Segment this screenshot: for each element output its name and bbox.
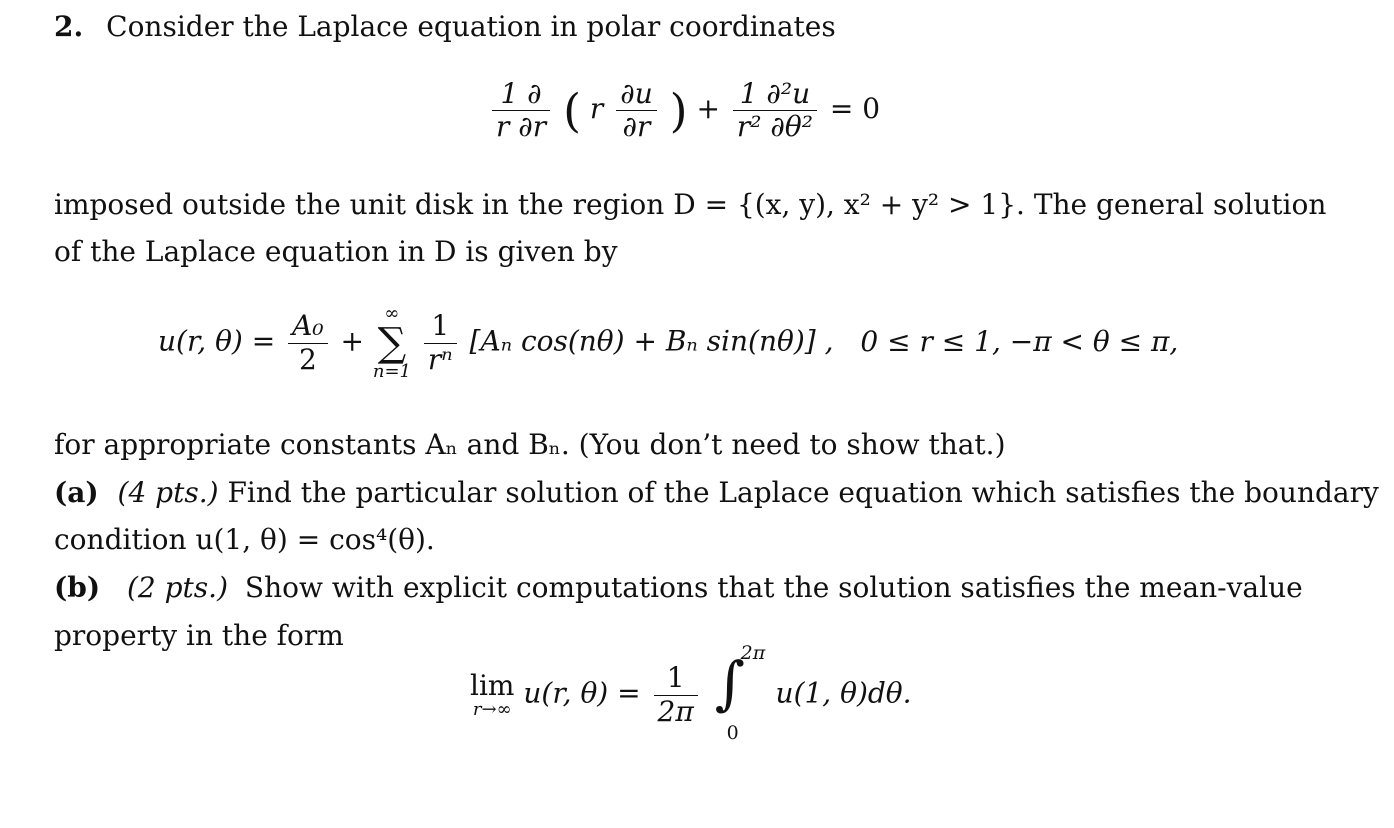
domain-conditions: 0 ≤ r ≤ 1, −π < θ ≤ π, — [860, 324, 1179, 358]
plus-sign-2: + — [340, 324, 364, 358]
u-lhs: u(r, θ) = — [158, 324, 276, 358]
integral-icon: ∫ — [714, 649, 745, 717]
frac-1-over-rn — [424, 310, 457, 375]
r-factor: r — [589, 92, 604, 126]
a0-den: 2 — [298, 342, 317, 376]
sum-lower-limit: n=1 — [372, 361, 411, 382]
frac-2pi-num: 1 — [654, 662, 698, 695]
summation — [373, 305, 411, 381]
frac1-num: 1 ∂ — [492, 78, 550, 111]
fourier-bracket: [Aₙ cos(nθ) + Bₙ sin(nθ)] , — [469, 324, 834, 358]
lim-subscript: r→∞ — [472, 699, 512, 721]
part-a-points: (4 pts.) — [117, 476, 219, 509]
integral-lower-limit: 0 — [726, 722, 739, 744]
rn-num: 1 — [424, 310, 457, 343]
equation-rhs: = 0 — [829, 92, 881, 126]
frac-1-over-r-dr — [492, 78, 550, 143]
region-text: imposed outside the unit disk in the region D = {(x, y), x² + y² > 1}. The general solution — [54, 188, 1327, 221]
constants-text: for appropriate constants Aₙ and Bₙ. (You don’t need to show that.) — [54, 428, 1006, 461]
problem-intro: Consider the Laplace equation in polar coordinates — [106, 10, 836, 43]
plus-sign: + — [696, 92, 720, 126]
integrand: u(1, θ)dθ. — [775, 676, 912, 710]
a0-num: A₀ — [288, 310, 327, 343]
frac1-den: r ∂r — [496, 110, 547, 144]
problem-number: 2. — [54, 10, 84, 43]
mean-value-equation — [470, 642, 912, 744]
part-b — [54, 571, 1303, 604]
frac3-den: r² ∂θ² — [736, 110, 813, 144]
part-b-text: Show with explicit computations that the solution satisfies the mean-value — [244, 571, 1303, 604]
paren-open: ( — [563, 83, 582, 138]
problem-header — [54, 10, 836, 43]
paren-close: ) — [669, 83, 688, 138]
lim-word: lim — [470, 668, 515, 702]
sum-upper-limit: ∞ — [384, 303, 400, 324]
part-b-property-text: property in the form — [54, 619, 344, 652]
frac-1-over-2pi — [654, 662, 698, 727]
part-a-text: Find the particular solution of the Laplace equation which satisfies the boundary — [227, 476, 1379, 509]
part-b-label: (b) — [54, 571, 101, 604]
frac-a0-over-2 — [288, 310, 327, 375]
integral-upper-limit: 2π — [740, 642, 766, 664]
part-a — [54, 476, 1379, 509]
frac3-num: 1 ∂²u — [733, 78, 817, 111]
general-solution-equation — [158, 305, 1178, 381]
general-solution-text: of the Laplace equation in D is given by — [54, 235, 618, 268]
frac-du-dr — [616, 78, 657, 143]
frac2-num: ∂u — [616, 78, 657, 111]
frac2-den: ∂r — [622, 110, 651, 144]
frac-second-derivative — [733, 78, 817, 143]
part-b-points: (2 pts.) — [126, 571, 228, 604]
laplace-equation — [488, 78, 880, 143]
part-a-label: (a) — [54, 476, 99, 509]
limit — [470, 668, 515, 721]
mean-lhs: u(r, θ) = — [523, 676, 641, 710]
part-a-condition: condition u(1, θ) = cos⁴(θ). — [54, 523, 435, 556]
frac-2pi-den: 2π — [657, 694, 694, 728]
rn-den: rⁿ — [427, 342, 453, 376]
integral — [711, 642, 767, 744]
sigma-icon: ∑ — [377, 320, 407, 366]
